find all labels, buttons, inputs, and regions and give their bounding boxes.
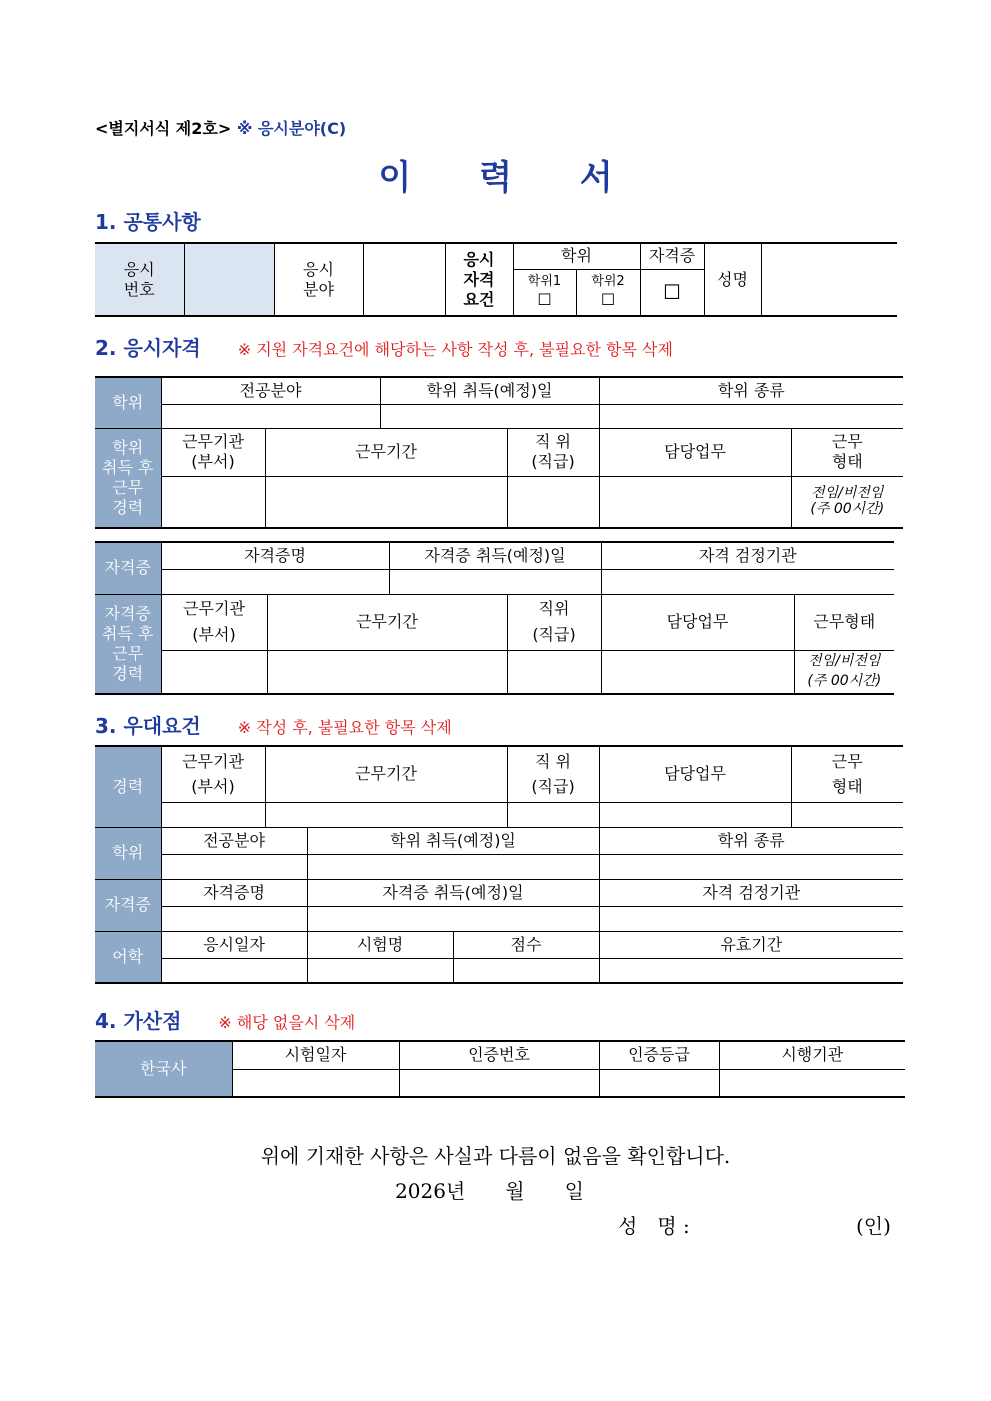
career-org-input[interactable] bbox=[161, 476, 265, 528]
degree2-checkbox[interactable]: ☐ bbox=[600, 290, 616, 310]
signature-label: 성 명 : bbox=[618, 1214, 690, 1238]
cert-career-worktype-note[interactable]: 전임/비전임 (주 00시간) bbox=[794, 650, 894, 694]
section-3-title bbox=[95, 710, 452, 739]
degree-col-major: 전공분야 bbox=[161, 377, 380, 404]
section-3-heading: 3. 우대요건 bbox=[95, 714, 201, 738]
degree-major-input[interactable] bbox=[161, 404, 380, 428]
pref-degree-col-date: 학위 취득(예정)일 bbox=[307, 827, 599, 854]
bonus-grade-input[interactable] bbox=[599, 1069, 719, 1097]
cert-header: 자격증 bbox=[640, 243, 704, 269]
exam-field-value[interactable] bbox=[363, 243, 445, 316]
degree-col-type: 학위 종류 bbox=[599, 377, 903, 404]
field-note: ※ 응시분야(C) bbox=[236, 119, 347, 138]
pref-degree-col-type: 학위 종류 bbox=[599, 827, 903, 854]
bonus-date-input[interactable] bbox=[232, 1069, 399, 1097]
form-label bbox=[95, 116, 346, 139]
bonus-col-number: 인증번호 bbox=[399, 1041, 599, 1069]
bonus-number-input[interactable] bbox=[399, 1069, 599, 1097]
document-title: 이 력 서 bbox=[378, 158, 641, 198]
career-position-input[interactable] bbox=[507, 476, 599, 528]
cert-career-position-input[interactable] bbox=[507, 650, 601, 694]
pref-cert-col-agency: 자격 검정기관 bbox=[599, 879, 903, 906]
degree-type-input[interactable] bbox=[599, 404, 903, 428]
career-worktype-note[interactable]: 전임/비전임 (주 00시간) bbox=[791, 476, 903, 528]
pref-lang-col-score: 점수 bbox=[453, 931, 599, 958]
pref-career-duty-input[interactable] bbox=[599, 802, 791, 827]
cert-career-col-position: 직위 (직급) bbox=[507, 594, 601, 650]
pref-cert-date-input[interactable] bbox=[307, 906, 599, 931]
korean-history-label: 한국사 bbox=[95, 1041, 232, 1097]
name-value[interactable] bbox=[761, 243, 897, 316]
degree-header: 학위 bbox=[513, 243, 640, 269]
bonus-col-agency: 시행기관 bbox=[719, 1041, 905, 1069]
career-col-position: 직 위 (직급) bbox=[507, 428, 599, 476]
pref-degree-col-major: 전공분야 bbox=[161, 827, 307, 854]
pref-career-worktype-input[interactable] bbox=[791, 802, 903, 827]
section-2-heading: 2. 응시자격 bbox=[95, 336, 201, 360]
exam-number-label: 응시 번호 bbox=[95, 243, 184, 316]
pref-career-org-input[interactable] bbox=[161, 802, 265, 827]
seal-mark: (인) bbox=[856, 1214, 891, 1238]
pref-career-col-worktype: 근무 형태 bbox=[791, 746, 903, 802]
cert-career-col-duty: 담당업무 bbox=[601, 594, 794, 650]
name-label: 성명 bbox=[704, 243, 761, 316]
cert-cell[interactable] bbox=[640, 269, 704, 316]
pref-lang-col-exam: 시험명 bbox=[307, 931, 453, 958]
pref-lang-col-date: 응시일자 bbox=[161, 931, 307, 958]
pref-career-col-position: 직 위 (직급) bbox=[507, 746, 599, 802]
bonus-agency-input[interactable] bbox=[719, 1069, 905, 1097]
pref-cert-agency-input[interactable] bbox=[599, 906, 903, 931]
cert-col-agency: 자격 검정기관 bbox=[601, 542, 894, 569]
cert-col-name: 자격증명 bbox=[161, 542, 389, 569]
pref-career-col-duty: 담당업무 bbox=[599, 746, 791, 802]
pref-career-col-period: 근무기간 bbox=[265, 746, 507, 802]
qualification-degree-table bbox=[95, 376, 903, 529]
cert-agency-input[interactable] bbox=[601, 569, 894, 594]
pref-lang-label: 어학 bbox=[95, 931, 161, 983]
pref-degree-label: 학위 bbox=[95, 827, 161, 879]
pref-lang-col-valid: 유효기간 bbox=[599, 931, 903, 958]
cert-career-label: 자격증 취득 후 근무 경력 bbox=[95, 594, 161, 694]
pref-lang-date-input[interactable] bbox=[161, 958, 307, 983]
section-3-warning: ※ 작성 후, 불필요한 항목 삭제 bbox=[237, 718, 452, 737]
confirmation-text: 위에 기재한 사항은 사실과 다름이 없음을 확인합니다. bbox=[260, 1144, 731, 1168]
pref-cert-col-date: 자격증 취득(예정)일 bbox=[307, 879, 599, 906]
career-col-org: 근무기관 (부서) bbox=[161, 428, 265, 476]
pref-cert-label: 자격증 bbox=[95, 879, 161, 931]
bonus-points-table bbox=[95, 1040, 905, 1098]
degree1-cell[interactable] bbox=[513, 269, 576, 316]
career-col-duty: 담당업무 bbox=[599, 428, 791, 476]
exam-field-label: 응시 분야 bbox=[274, 243, 363, 316]
section-4-warning: ※ 해당 없을시 삭제 bbox=[218, 1013, 356, 1032]
career-col-period: 근무기간 bbox=[265, 428, 507, 476]
degree2-cell[interactable] bbox=[576, 269, 640, 316]
cert-career-col-org: 근무기관 (부서) bbox=[161, 594, 267, 650]
degree-career-label: 학위 취득 후 근무 경력 bbox=[95, 428, 161, 528]
date-line: 2026년 월 일 bbox=[395, 1179, 584, 1203]
degree2-label: 학위2 bbox=[591, 274, 625, 290]
cert-date-input[interactable] bbox=[389, 569, 601, 594]
section-2-title bbox=[95, 332, 673, 361]
pref-career-label: 경력 bbox=[95, 746, 161, 827]
bonus-col-grade: 인증등급 bbox=[599, 1041, 719, 1069]
pref-cert-col-name: 자격증명 bbox=[161, 879, 307, 906]
section-4-title bbox=[95, 1005, 355, 1034]
pref-cert-name-input[interactable] bbox=[161, 906, 307, 931]
bonus-col-date: 시험일자 bbox=[232, 1041, 399, 1069]
pref-degree-date-input[interactable] bbox=[307, 854, 599, 879]
degree-row-label: 학위 bbox=[95, 377, 161, 428]
common-info-table bbox=[95, 242, 897, 317]
pref-degree-type-input[interactable] bbox=[599, 854, 903, 879]
pref-lang-valid-input[interactable] bbox=[599, 958, 903, 983]
preference-table bbox=[95, 745, 903, 984]
qualification-cert-table bbox=[95, 541, 894, 695]
degree1-label: 학위1 bbox=[527, 274, 562, 290]
cert-career-col-period: 근무기간 bbox=[267, 594, 507, 650]
cert-name-input[interactable] bbox=[161, 569, 389, 594]
degree-col-date: 학위 취득(예정)일 bbox=[380, 377, 599, 404]
section-2-warning: ※ 지원 자격요건에 해당하는 사항 작성 후, 불필요한 항목 삭제 bbox=[237, 340, 673, 359]
cert-career-duty-input[interactable] bbox=[601, 650, 794, 694]
career-col-worktype: 근무 형태 bbox=[791, 428, 903, 476]
career-period-input[interactable] bbox=[265, 476, 507, 528]
pref-career-position-input[interactable] bbox=[507, 802, 599, 827]
pref-career-col-org: 근무기관 (부서) bbox=[161, 746, 265, 802]
career-duty-input[interactable] bbox=[599, 476, 791, 528]
section-4-heading: 4. 가산점 bbox=[95, 1009, 182, 1033]
section-1-title bbox=[95, 206, 201, 235]
cert-row-label: 자격증 bbox=[95, 542, 161, 594]
cert-col-date: 자격증 취득(예정)일 bbox=[389, 542, 601, 569]
cert-career-period-input[interactable] bbox=[267, 650, 507, 694]
degree1-checkbox[interactable]: ☐ bbox=[537, 290, 552, 310]
requirement-label: 응시 자격 요건 bbox=[445, 243, 513, 316]
pref-career-period-input[interactable] bbox=[265, 802, 507, 827]
degree-date-input[interactable] bbox=[380, 404, 599, 428]
pref-lang-score-input[interactable] bbox=[453, 958, 599, 983]
section-1-heading: 1. 공통사항 bbox=[95, 210, 201, 234]
form-number: <별지서식 제2호> bbox=[95, 119, 232, 138]
cert-checkbox[interactable]: ☐ bbox=[663, 279, 681, 304]
pref-lang-exam-input[interactable] bbox=[307, 958, 453, 983]
cert-career-col-worktype: 근무형태 bbox=[794, 594, 894, 650]
exam-number-value[interactable] bbox=[184, 243, 274, 316]
pref-degree-major-input[interactable] bbox=[161, 854, 307, 879]
cert-career-org-input[interactable] bbox=[161, 650, 267, 694]
